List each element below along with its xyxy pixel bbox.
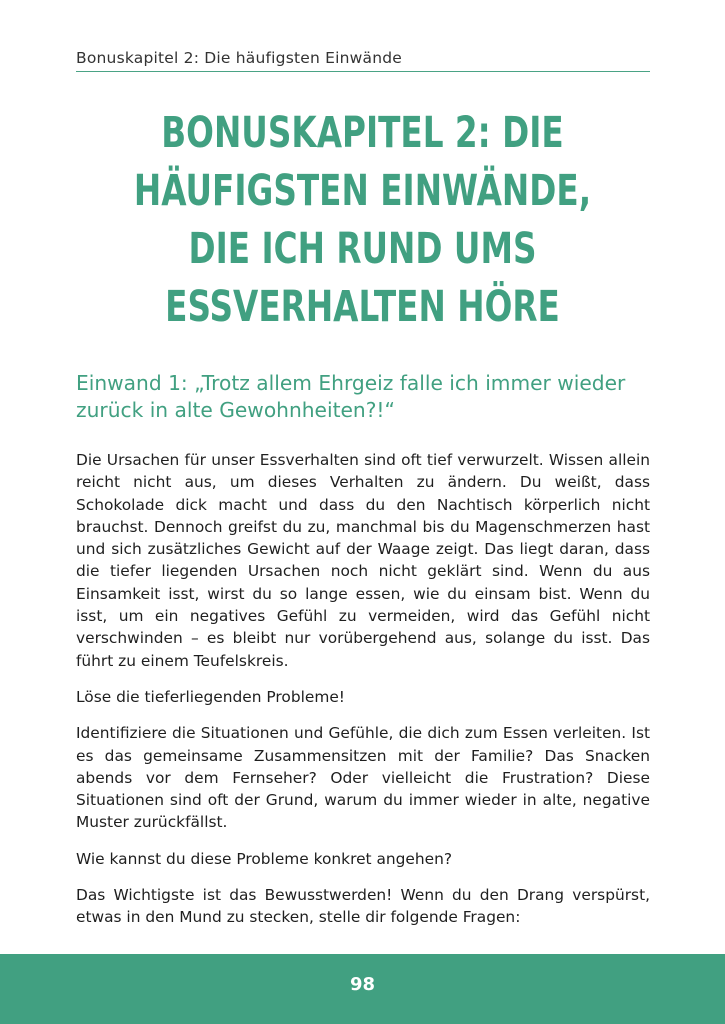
paragraph: Identifiziere die Situationen und Gefühle, die dich zum Essen verleiten. Ist es das gemeinsame Zusammensitzen mit der Familie? Das Snacken abends vor dem Fernseher? Oder vielleicht die Frustration? Diese Situationen sind oft der Grund, warum du immer wieder in alte, negative Muster zurückfällst. (76, 724, 650, 832)
page-footer (0, 954, 725, 1024)
chapter-title: BONUSKAPITEL 2: DIE HÄUFIGSTEN EINWÄNDE, DIE ICH RUND UMS ESSVERHALTEN HÖRE (133, 108, 592, 332)
paragraph: Das Wichtigste ist das Bewusstwerden! Wenn du den Drang verspürst, etwas in den Mund zu stecken, stelle dir folgende Fragen: (76, 886, 650, 927)
paragraph: Löse die tieferliegenden Probleme! (76, 687, 345, 706)
section-heading: Einwand 1: „Trotz allem Ehrgeiz falle ich immer wieder zurück in alte Gewohnheiten?!“ (76, 371, 626, 422)
paragraph: Wie kannst du diese Probleme konkret angehen? (76, 849, 453, 868)
paragraph: Die Ursachen für unser Essverhalten sind oft tief verwurzelt. Wissen allein reicht nicht aus, um dieses Verhalten zu ändern. Du weißt, dass Schokolade dick macht und dass du den Nachtisch körperlich nicht brauchst. Dennoch greifst du zu, manchmal bis du Magenschmerzen hast und sich zusätzliches Gewicht auf der Waage zeigt. Das liegt daran, dass die tiefer liegenden Ursachen noch nicht geklärt sind. Wenn du aus Einsamkeit isst, wirst du so lange essen, wie du einsam bist. Wenn du isst, um ein negatives Gefühl zu vermeiden, wird das Gefühl nicht verschwinden – es bleibt nur vorübergehend aus, solange du isst. Das führt zu einem Teufelskreis. (76, 451, 650, 670)
header-divider (76, 71, 650, 72)
body-text (76, 449, 650, 943)
running-header: Bonuskapitel 2: Die häufigsten Einwände (76, 49, 403, 67)
page-number: 98 (349, 974, 376, 995)
